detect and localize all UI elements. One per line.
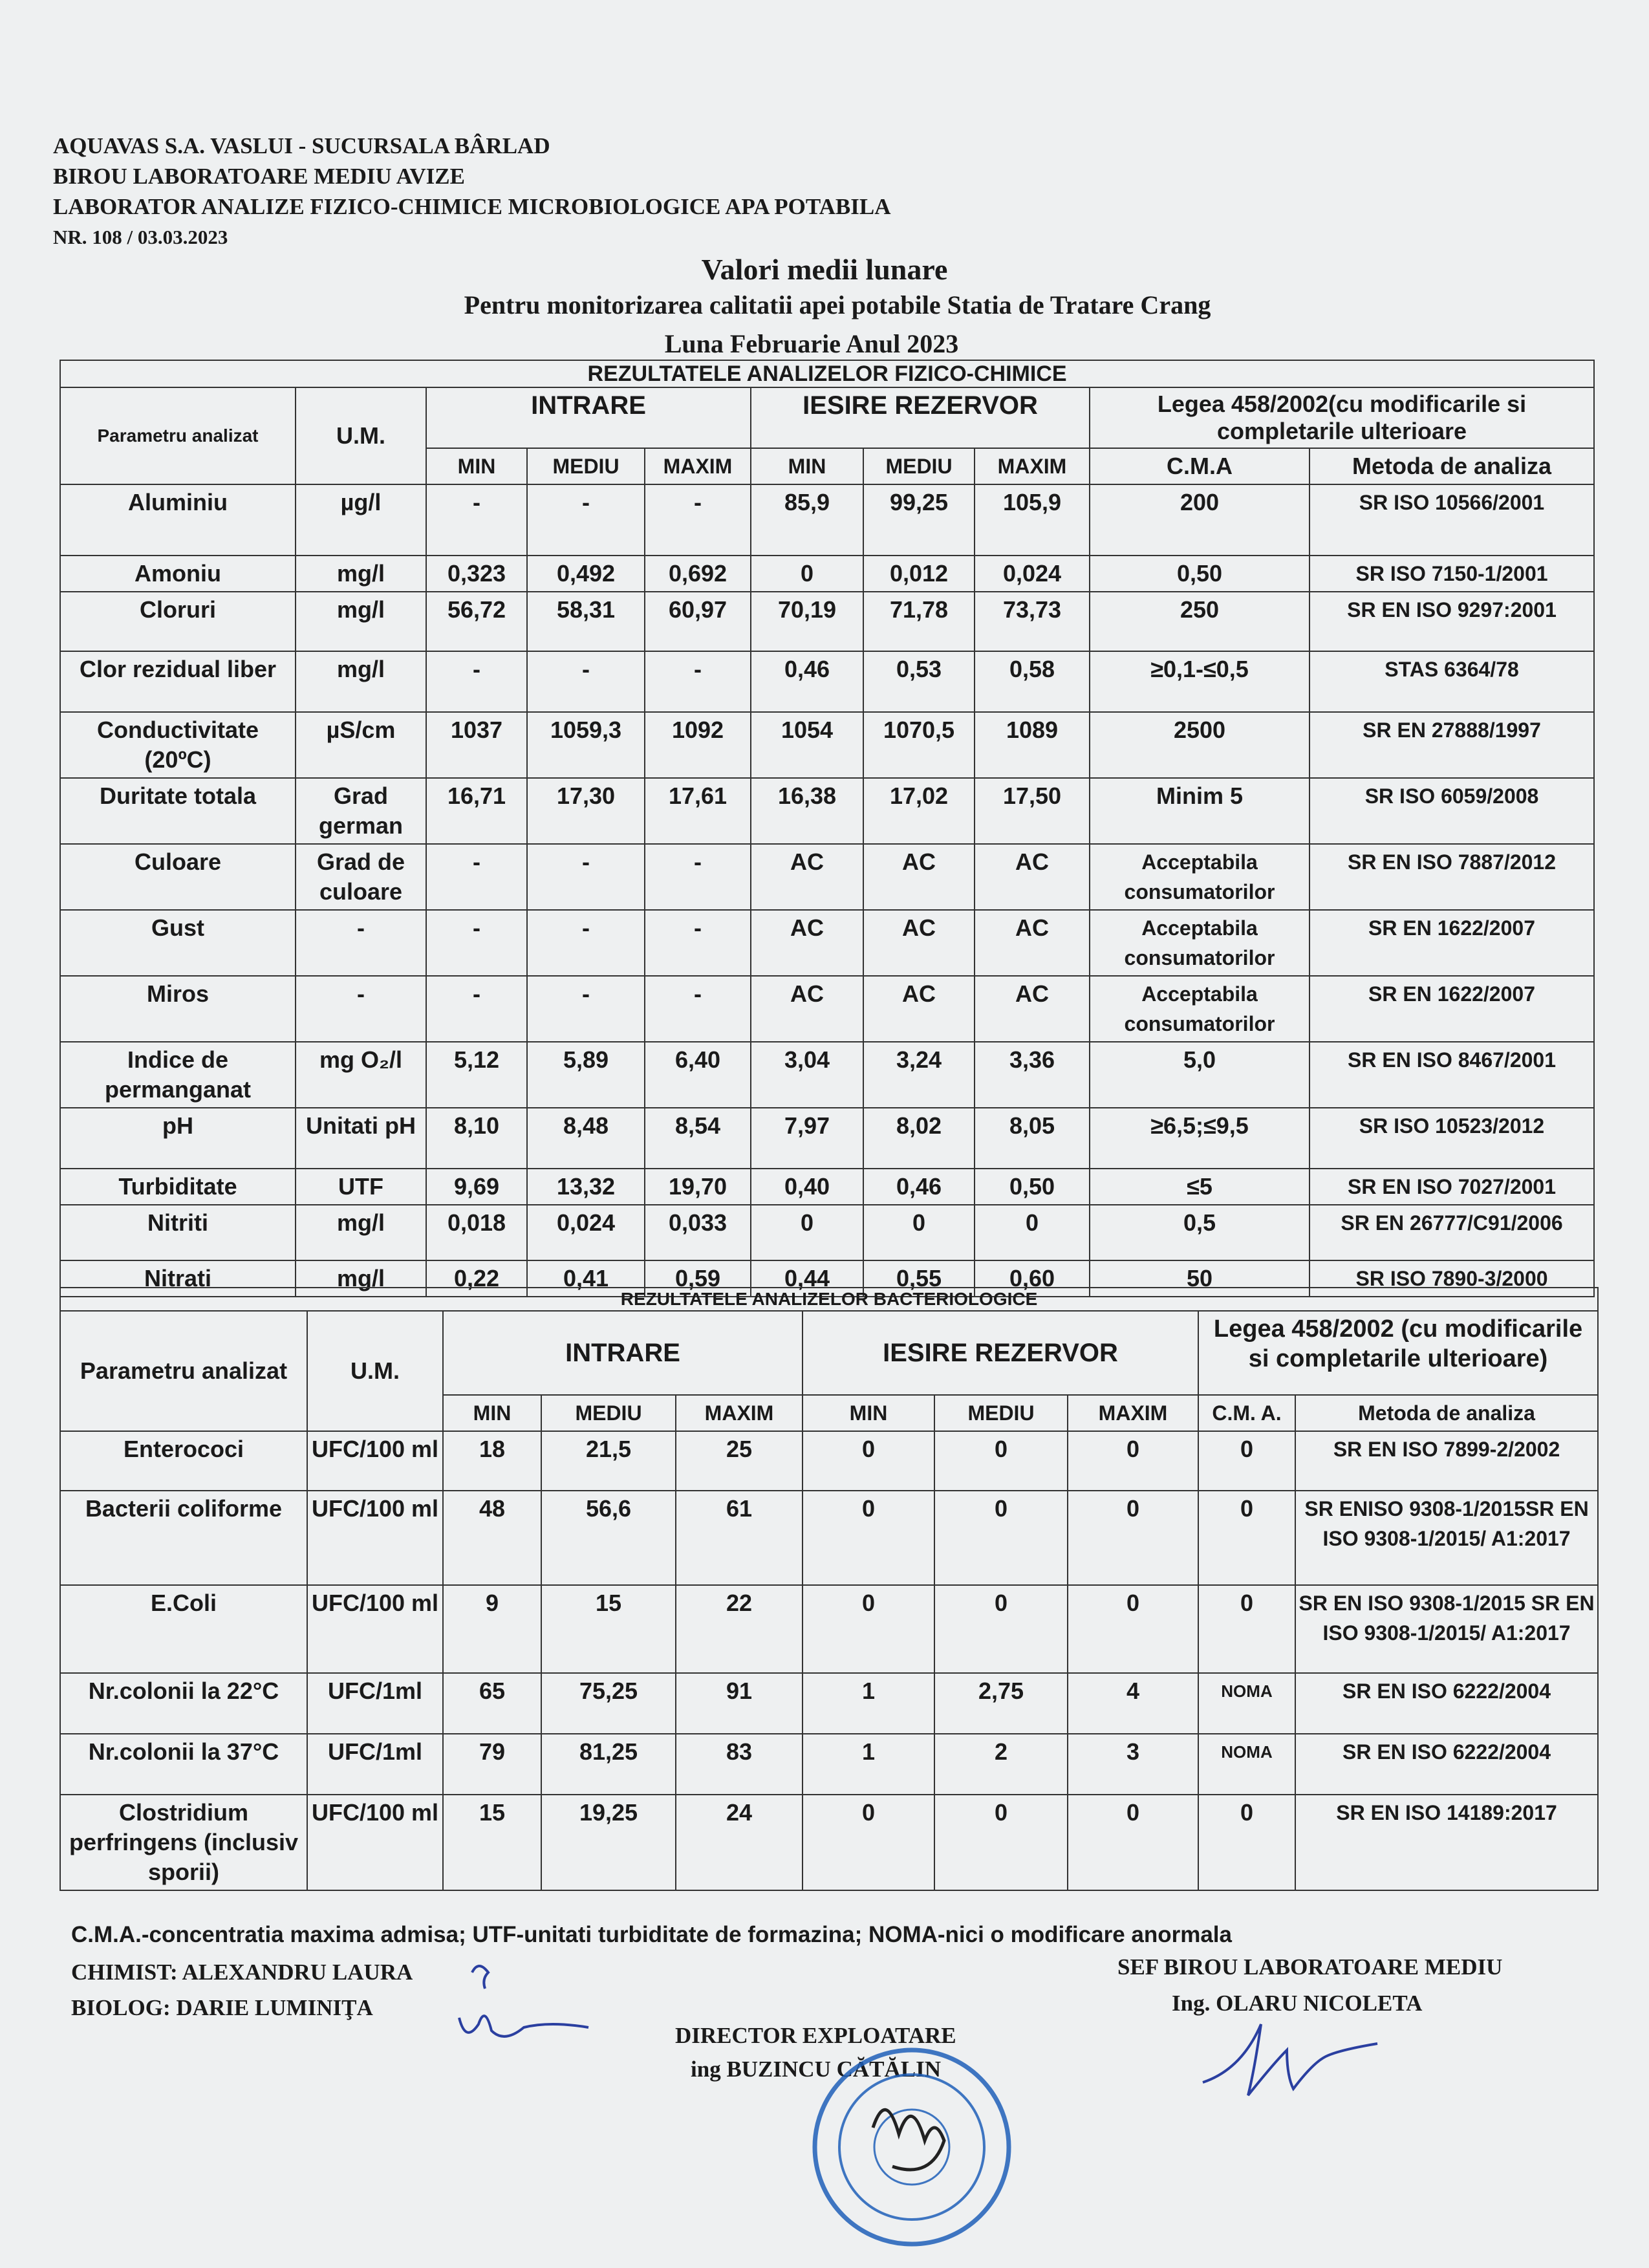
cell-cma: Acceptabila consumatorilor (1090, 844, 1310, 910)
cell-in-max: - (645, 844, 751, 910)
cell-in-max: 17,61 (645, 778, 751, 844)
cell-param: Duritate totala (60, 778, 296, 844)
cell-metoda: SR EN ISO 9297:2001 (1310, 592, 1594, 651)
col-header-maxim: MAXIM (645, 448, 751, 484)
cell-in-med: - (527, 844, 645, 910)
biologist-name: BIOLOG: DARIE LUMINIŢA (71, 1995, 373, 2020)
sef-title: SEF BIROU LABORATOARE MEDIU (1117, 1954, 1503, 1980)
cell-in-max: - (645, 651, 751, 712)
cell-metoda: SR ISO 6059/2008 (1310, 778, 1594, 844)
cell-out-max: 0 (1068, 1431, 1198, 1491)
cell-out-med: 1070,5 (863, 712, 975, 778)
cell-in-max: 6,40 (645, 1042, 751, 1108)
cell-metoda: SR ENISO 9308-1/2015SR EN ISO 9308-1/2015/ A1:2017 (1295, 1491, 1598, 1585)
cell-metoda: SR ISO 10566/2001 (1310, 484, 1594, 556)
cell-in-max: 8,54 (645, 1108, 751, 1169)
cell-metoda: SR EN ISO 6222/2004 (1295, 1673, 1598, 1734)
cell-out-min: AC (751, 976, 863, 1042)
col-header-min: MIN (443, 1395, 541, 1431)
cell-out-max: 73,73 (975, 592, 1090, 651)
cell-in-med: 0,492 (527, 556, 645, 592)
cell-in-min: 9 (443, 1585, 541, 1673)
cell-param: Nitrati (60, 1260, 296, 1297)
cell-in-med: 13,32 (527, 1169, 645, 1205)
sef-signature (1196, 2011, 1390, 2108)
cell-in-med: - (527, 484, 645, 556)
cell-in-max: 1092 (645, 712, 751, 778)
cell-param: pH (60, 1108, 296, 1169)
cell-in-med: 21,5 (541, 1431, 676, 1491)
cell-metoda: SR ISO 7890-3/2000 (1310, 1260, 1594, 1297)
cell-in-min: 65 (443, 1673, 541, 1734)
cell-um: UFC/100 ml (307, 1491, 443, 1585)
cell-um: UFC/1ml (307, 1734, 443, 1795)
col-header-maxim: MAXIM (676, 1395, 803, 1431)
col-header-maxim: MAXIM (975, 448, 1090, 484)
cell-um: mg/l (296, 556, 426, 592)
table-row (60, 1491, 1598, 1585)
cell-param: Aluminiu (60, 484, 296, 556)
cell-um: mg/l (296, 651, 426, 712)
cell-param: Nr.colonii la 37°C (60, 1734, 307, 1795)
col-header-min: MIN (751, 448, 863, 484)
table-row (60, 484, 1594, 556)
company-stamp (802, 2037, 1022, 2257)
table-row (60, 1431, 1598, 1491)
cell-metoda: SR EN ISO 7027/2001 (1310, 1169, 1594, 1205)
cell-out-min: 85,9 (751, 484, 863, 556)
cell-um: UTF (296, 1169, 426, 1205)
cell-out-max: 0,50 (975, 1169, 1090, 1205)
org-header (53, 131, 891, 252)
cell-metoda: SR EN 27888/1997 (1310, 712, 1594, 778)
cell-cma: Minim 5 (1090, 778, 1310, 844)
cell-cma: Acceptabila consumatorilor (1090, 976, 1310, 1042)
cell-metoda: SR ISO 10523/2012 (1310, 1108, 1594, 1169)
cell-in-min: 15 (443, 1795, 541, 1890)
cell-param: E.Coli (60, 1585, 307, 1673)
cell-cma: 0 (1198, 1431, 1295, 1491)
table-row (60, 1585, 1598, 1673)
cell-metoda: SR EN ISO 7899-2/2002 (1295, 1431, 1598, 1491)
cell-cma: 0 (1198, 1795, 1295, 1890)
cell-in-max: 19,70 (645, 1169, 751, 1205)
doc-period: Luna Februarie Anul 2023 (664, 329, 959, 358)
cell-out-max: AC (975, 844, 1090, 910)
table-row (60, 712, 1594, 778)
cell-out-max: 0 (1068, 1491, 1198, 1585)
legend-note: C.M.A.-concentratia maxima admisa; UTF-unitati turbiditate de formazina; NOMA-nici o modificare anormala (71, 1922, 1232, 1947)
cell-param: Nitriti (60, 1205, 296, 1260)
doc-subtitle: Pentru monitorizarea calitatii apei potabile Statia de Tratare Crang (464, 290, 1211, 319)
cell-cma: 0,5 (1090, 1205, 1310, 1260)
cell-out-med: 71,78 (863, 592, 975, 651)
cell-um: mg/l (296, 1260, 426, 1297)
cell-out-min: 16,38 (751, 778, 863, 844)
cell-metoda: SR EN ISO 14189:2017 (1295, 1795, 1598, 1890)
col-header-cma: C.M. A. (1198, 1395, 1295, 1431)
cell-out-max: 0,58 (975, 651, 1090, 712)
cell-in-max: 24 (676, 1795, 803, 1890)
cell-out-min: 7,97 (751, 1108, 863, 1169)
cell-out-min: 0,44 (751, 1260, 863, 1297)
cell-out-min: 3,04 (751, 1042, 863, 1108)
table-row (60, 976, 1594, 1042)
cell-in-med: 81,25 (541, 1734, 676, 1795)
cell-in-max: 83 (676, 1734, 803, 1795)
cell-in-med: 56,6 (541, 1491, 676, 1585)
cell-out-med: 17,02 (863, 778, 975, 844)
cell-um: Unitati pH (296, 1108, 426, 1169)
col-header-mediu: MEDIU (527, 448, 645, 484)
cell-param: Cloruri (60, 592, 296, 651)
cell-um: mg/l (296, 1205, 426, 1260)
cell-cma: 0,50 (1090, 556, 1310, 592)
cell-out-min: 0 (803, 1585, 934, 1673)
cell-param: Enterococi (60, 1431, 307, 1491)
cell-in-med: 15 (541, 1585, 676, 1673)
cell-out-med: AC (863, 976, 975, 1042)
cell-um: UFC/1ml (307, 1673, 443, 1734)
cell-um: mg O₂/l (296, 1042, 426, 1108)
col-header-iesire: IESIRE REZERVOR (751, 387, 1090, 448)
cell-cma: 0 (1198, 1585, 1295, 1673)
cell-cma: ≥6,5;≤9,5 (1090, 1108, 1310, 1169)
cell-um: UFC/100 ml (307, 1795, 443, 1890)
cell-cma: NOMA (1198, 1673, 1295, 1734)
cell-out-max: 0 (1068, 1585, 1198, 1673)
cell-in-med: 1059,3 (527, 712, 645, 778)
col-header-param: Parametru analizat (60, 1311, 307, 1431)
table-row (60, 778, 1594, 844)
col-header-iesire: IESIRE REZERVOR (803, 1311, 1198, 1395)
cell-out-max: 3 (1068, 1734, 1198, 1795)
cell-cma: 0 (1198, 1491, 1295, 1585)
cell-out-med: AC (863, 844, 975, 910)
table-row (60, 1734, 1598, 1795)
cell-in-min: 56,72 (426, 592, 527, 651)
cell-in-min: - (426, 910, 527, 976)
cell-metoda: SR EN 26777/C91/2006 (1310, 1205, 1594, 1260)
table-row (60, 651, 1594, 712)
cell-out-min: AC (751, 910, 863, 976)
cell-out-max: 0 (975, 1205, 1090, 1260)
cell-um: UFC/100 ml (307, 1431, 443, 1491)
cell-out-min: 0 (803, 1491, 934, 1585)
cell-in-min: 0,22 (426, 1260, 527, 1297)
cell-param: Nr.colonii la 22°C (60, 1673, 307, 1734)
cell-in-med: - (527, 651, 645, 712)
cell-out-min: 0 (751, 556, 863, 592)
cell-um: - (296, 976, 426, 1042)
cell-out-max: AC (975, 910, 1090, 976)
cell-out-max: 1089 (975, 712, 1090, 778)
cell-in-min: 16,71 (426, 778, 527, 844)
cell-in-med: 75,25 (541, 1673, 676, 1734)
cell-out-min: 0 (751, 1205, 863, 1260)
col-header-cma: C.M.A (1090, 448, 1310, 484)
cell-out-med: 0,55 (863, 1260, 975, 1297)
col-header-metoda: Metoda de analiza (1310, 448, 1594, 484)
table-row (60, 556, 1594, 592)
cell-param: Culoare (60, 844, 296, 910)
cell-in-min: 1037 (426, 712, 527, 778)
cell-in-min: 9,69 (426, 1169, 527, 1205)
cell-out-min: 0,40 (751, 1169, 863, 1205)
cell-cma: 200 (1090, 484, 1310, 556)
header-line-3: LABORATOR ANALIZE FIZICO-CHIMICE MICROBIOLOGICE APA POTABILA (53, 194, 891, 219)
cell-out-med: 3,24 (863, 1042, 975, 1108)
cell-out-med: 0 (934, 1491, 1068, 1585)
table-row (60, 844, 1594, 910)
cell-param: Indice de permanganat (60, 1042, 296, 1108)
cell-metoda: SR EN ISO 8467/2001 (1310, 1042, 1594, 1108)
cell-out-min: 0 (803, 1795, 934, 1890)
col-header-metoda: Metoda de analiza (1295, 1395, 1598, 1431)
col-header-mediu: MEDIU (541, 1395, 676, 1431)
cell-out-min: 0,46 (751, 651, 863, 712)
cell-out-min: AC (751, 844, 863, 910)
cell-metoda: SR EN ISO 6222/2004 (1295, 1734, 1598, 1795)
table-row (60, 1169, 1594, 1205)
cell-in-min: - (426, 651, 527, 712)
chemist-name: CHIMIST: ALEXANDRU LAURA (71, 1960, 413, 1985)
cell-in-med: - (527, 910, 645, 976)
cell-out-med: 0 (863, 1205, 975, 1260)
cell-in-med: 58,31 (527, 592, 645, 651)
cell-in-min: 79 (443, 1734, 541, 1795)
cell-out-max: 0 (1068, 1795, 1198, 1890)
cell-cma: 2500 (1090, 712, 1310, 778)
col-header-mediu: MEDIU (863, 448, 975, 484)
cell-param: Clostridium perfringens (inclusiv sporii) (60, 1795, 307, 1890)
chemist-signature (446, 1953, 614, 2057)
cell-metoda: SR EN 1622/2007 (1310, 976, 1594, 1042)
table-row (60, 1673, 1598, 1734)
table-row (60, 1205, 1594, 1260)
table-row (60, 592, 1594, 651)
cell-out-med: 0 (934, 1795, 1068, 1890)
table-row (60, 910, 1594, 976)
table-row (60, 1795, 1598, 1890)
cell-out-med: 99,25 (863, 484, 975, 556)
cell-out-max: AC (975, 976, 1090, 1042)
cell-in-max: - (645, 484, 751, 556)
physchem-section-title: REZULTATELE ANALIZELOR FIZICO-CHIMICE (60, 360, 1594, 387)
cell-in-min: 0,018 (426, 1205, 527, 1260)
cell-um: µg/l (296, 484, 426, 556)
cell-out-med: 0 (934, 1585, 1068, 1673)
cell-out-min: 1 (803, 1734, 934, 1795)
col-header-intrare: INTRARE (443, 1311, 803, 1395)
cell-out-min: 70,19 (751, 592, 863, 651)
cell-out-med: 2,75 (934, 1673, 1068, 1734)
sef-name: Ing. OLARU NICOLETA (1172, 1991, 1423, 2016)
bacterio-section-title: REZULTATELE ANALIZELOR BACTERIOLOGICE (60, 1288, 1598, 1311)
header-line-4: NR. 108 / 03.03.2023 (53, 226, 228, 248)
cell-cma: ≥0,1-≤0,5 (1090, 651, 1310, 712)
cell-in-max: 61 (676, 1491, 803, 1585)
cell-metoda: SR EN 1622/2007 (1310, 910, 1594, 976)
header-line-1: AQUAVAS S.A. VASLUI - SUCURSALA BÂRLAD (53, 133, 550, 158)
cell-out-max: 3,36 (975, 1042, 1090, 1108)
cell-param: Turbiditate (60, 1169, 296, 1205)
cell-in-min: - (426, 976, 527, 1042)
col-header-min: MIN (803, 1395, 934, 1431)
cell-in-max: 22 (676, 1585, 803, 1673)
cell-out-min: 1054 (751, 712, 863, 778)
cell-metoda: SR ISO 7150-1/2001 (1310, 556, 1594, 592)
cell-cma: 5,0 (1090, 1042, 1310, 1108)
header-line-2: BIROU LABORATOARE MEDIU AVIZE (53, 164, 465, 189)
col-header-param: Parametru analizat (60, 387, 296, 484)
cell-in-min: 48 (443, 1491, 541, 1585)
cell-out-max: 8,05 (975, 1108, 1090, 1169)
table-row (60, 1042, 1594, 1108)
cell-in-min: 5,12 (426, 1042, 527, 1108)
cell-out-min: 0 (803, 1431, 934, 1491)
cell-out-med: 0,46 (863, 1169, 975, 1205)
col-header-um: U.M. (296, 387, 426, 484)
cell-out-med: 2 (934, 1734, 1068, 1795)
col-header-min: MIN (426, 448, 527, 484)
director-name: ing BUZINCU CĂTĂLIN (691, 2057, 942, 2082)
cell-in-max: 0,692 (645, 556, 751, 592)
cell-in-med: 19,25 (541, 1795, 676, 1890)
cell-metoda: SR EN ISO 7887/2012 (1310, 844, 1594, 910)
cell-out-max: 105,9 (975, 484, 1090, 556)
cell-in-max: - (645, 976, 751, 1042)
cell-um: mg/l (296, 592, 426, 651)
cell-param: Amoniu (60, 556, 296, 592)
cell-in-max: - (645, 910, 751, 976)
cell-cma: Acceptabila consumatorilor (1090, 910, 1310, 976)
cell-um: Grad de culoare (296, 844, 426, 910)
cell-out-med: 0,012 (863, 556, 975, 592)
cell-in-max: 0,033 (645, 1205, 751, 1260)
col-header-lege: Legea 458/2002(cu modificarile si completarile ulterioare (1090, 387, 1594, 448)
table-row (60, 1108, 1594, 1169)
cell-in-med: 8,48 (527, 1108, 645, 1169)
col-header-intrare: INTRARE (426, 387, 751, 448)
cell-in-min: 8,10 (426, 1108, 527, 1169)
cell-in-med: 5,89 (527, 1042, 645, 1108)
cell-in-max: 25 (676, 1431, 803, 1491)
col-header-maxim: MAXIM (1068, 1395, 1198, 1431)
cell-out-max: 0,024 (975, 556, 1090, 592)
cell-out-min: 1 (803, 1673, 934, 1734)
cell-param: Bacterii coliforme (60, 1491, 307, 1585)
cell-in-max: 91 (676, 1673, 803, 1734)
cell-um: µS/cm (296, 712, 426, 778)
bacterio-table (59, 1287, 1599, 1891)
cell-param: Conductivitate (20ºC) (60, 712, 296, 778)
col-header-mediu: MEDIU (934, 1395, 1068, 1431)
cell-um: Grad german (296, 778, 426, 844)
physchem-table (59, 360, 1595, 1297)
cell-param: Miros (60, 976, 296, 1042)
col-header-um: U.M. (307, 1311, 443, 1431)
cell-cma: ≤5 (1090, 1169, 1310, 1205)
cell-metoda: SR EN ISO 9308-1/2015 SR EN ISO 9308-1/2015/ A1:2017 (1295, 1585, 1598, 1673)
cell-cma: 250 (1090, 592, 1310, 651)
cell-in-min: - (426, 484, 527, 556)
cell-out-max: 0,60 (975, 1260, 1090, 1297)
cell-out-med: AC (863, 910, 975, 976)
cell-in-max: 0,59 (645, 1260, 751, 1297)
cell-in-med: - (527, 976, 645, 1042)
cell-cma: 50 (1090, 1260, 1310, 1297)
col-header-lege: Legea 458/2002 (cu modificarile si completarile ulterioare) (1198, 1311, 1598, 1395)
cell-param: Gust (60, 910, 296, 976)
cell-cma: NOMA (1198, 1734, 1295, 1795)
cell-um: UFC/100 ml (307, 1585, 443, 1673)
cell-out-med: 0 (934, 1431, 1068, 1491)
cell-in-min: 18 (443, 1431, 541, 1491)
cell-out-max: 17,50 (975, 778, 1090, 844)
cell-um: - (296, 910, 426, 976)
doc-title: Valori medii lunare (701, 253, 948, 286)
cell-out-med: 0,53 (863, 651, 975, 712)
cell-in-med: 0,41 (527, 1260, 645, 1297)
cell-in-min: 0,323 (426, 556, 527, 592)
cell-in-med: 0,024 (527, 1205, 645, 1260)
director-title: DIRECTOR EXPLOATARE (675, 2023, 956, 2048)
cell-param: Clor rezidual liber (60, 651, 296, 712)
cell-out-med: 8,02 (863, 1108, 975, 1169)
cell-in-med: 17,30 (527, 778, 645, 844)
cell-in-min: - (426, 844, 527, 910)
cell-out-max: 4 (1068, 1673, 1198, 1734)
cell-in-max: 60,97 (645, 592, 751, 651)
cell-metoda: STAS 6364/78 (1310, 651, 1594, 712)
